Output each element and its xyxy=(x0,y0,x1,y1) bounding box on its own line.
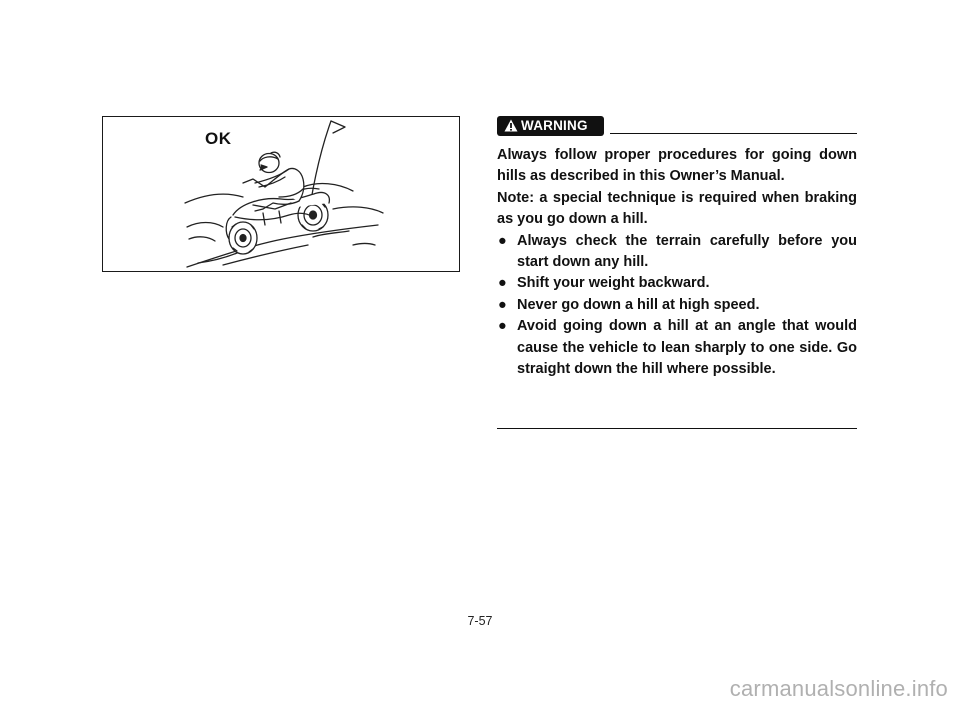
warning-bullet-list xyxy=(497,231,857,381)
warning-label: WARNING xyxy=(521,118,588,133)
ok-label: OK xyxy=(205,129,232,148)
warning-body xyxy=(497,145,857,380)
warning-paragraph: Note: a special technique is required when braking as you go down a hill. xyxy=(497,189,857,228)
bullet-text: Always check the terrain carefully before you start down any hill. xyxy=(517,232,857,271)
warning-paragraph: Always follow proper procedures for going down hills as described in this Owner’s Manual. xyxy=(497,147,857,185)
warning-header-rule xyxy=(610,133,857,134)
warning-header xyxy=(497,116,857,136)
warning-triangle-icon xyxy=(504,119,518,132)
bullet-text: Shift your weight backward. xyxy=(517,275,710,292)
page-number: 7-57 xyxy=(467,614,493,628)
bullet-text: Avoid going down a hill at an angle that would cause the vehicle to lean sharply to one side. Go straight down the hill where possible. xyxy=(517,318,857,378)
warning-bullet-item xyxy=(497,273,857,294)
atv-downhill-illustration xyxy=(102,116,460,272)
bullet-icon: ● xyxy=(498,275,507,292)
atv-rider-drawing xyxy=(103,117,459,271)
warning-bullet-item xyxy=(497,295,857,316)
warning-badge xyxy=(497,116,604,136)
warning-bullet-item xyxy=(497,316,857,380)
warning-bullet-item xyxy=(497,231,857,274)
warning-end-rule xyxy=(497,428,857,429)
bullet-text: Never go down a hill at high speed. xyxy=(517,296,760,313)
bullet-icon: ● xyxy=(498,232,507,249)
bullet-icon: ● xyxy=(498,318,507,335)
bullet-icon: ● xyxy=(498,296,507,313)
watermark: carmanualsonline.info xyxy=(729,676,948,701)
